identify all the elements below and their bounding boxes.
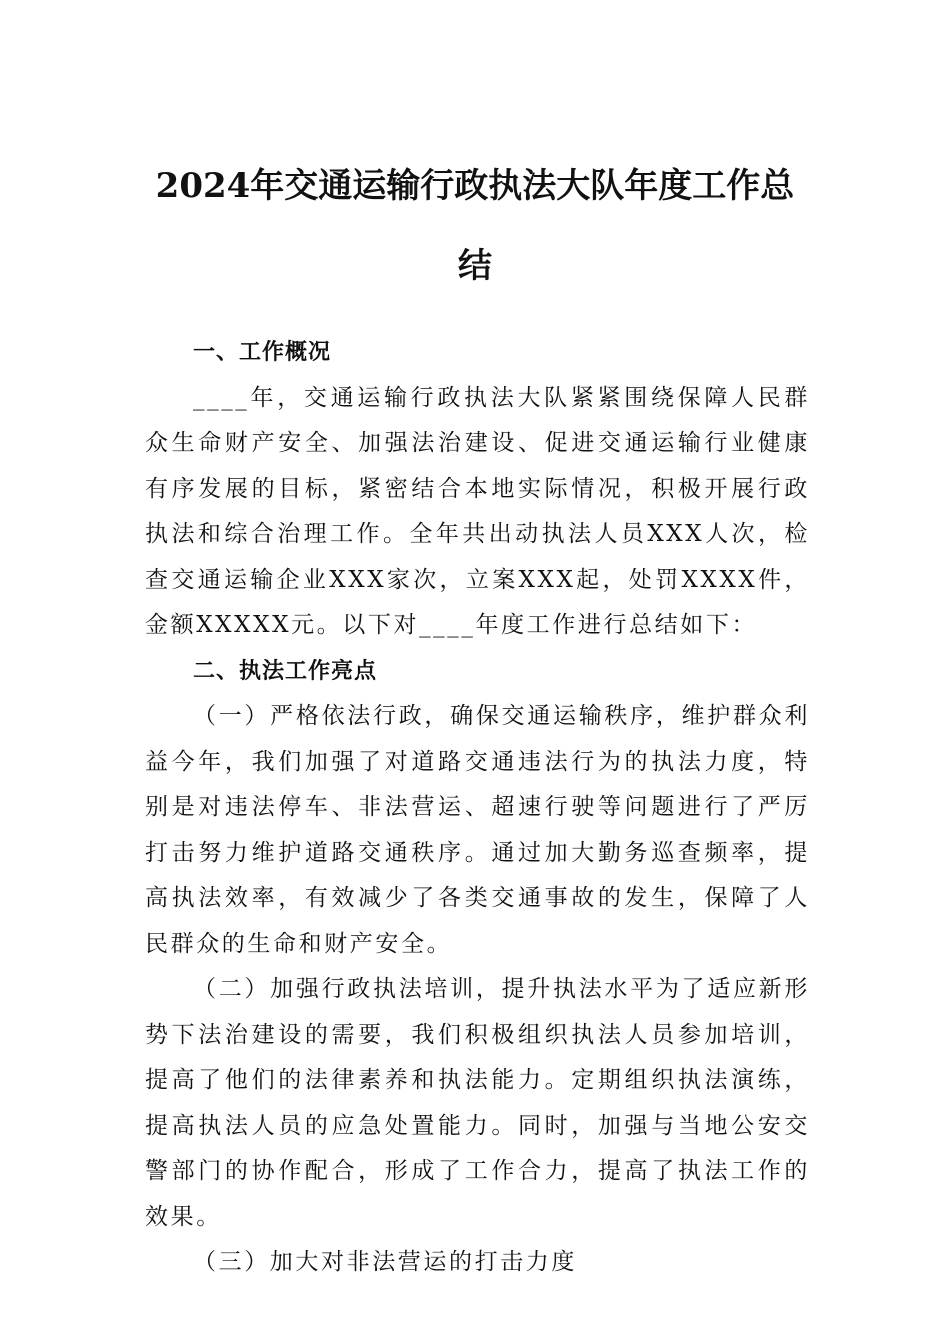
- section-heading-overview: 一、工作概况: [193, 340, 332, 365]
- document-body: [145, 330, 810, 1286]
- highlight-item-1-paragraph: （一）严格依法行政，确保交通运输秩序，维护群众利益今年，我们加强了对道路交通违法行为的执法力度，特别是对违法停车、非法营运、超速行驶等问题进行了严厉打击努力维护道路交通秩序。通过加大勤务巡查频率，提高执法效率，有效减少了各类交通事故的发生，保障了人民群众的生命和财产安全。: [145, 703, 810, 957]
- title-line-1: 2024年交通运输行政执法大队年度工作总: [155, 166, 795, 206]
- overview-paragraph: ____年，交通运输行政执法大队紧紧围绕保障人民群众生命财产安全、加强法治建设、促进交通运输行业健康有序发展的目标，紧密结合本地实际情况，积极开展行政执法和综合治理工作。全年共出动执法人员XXX人次，检查交通运输企业XXX家次，立案XXX起，处罚XXXX件，金额XXXXX元。以下对____年度工作进行总结如下：: [145, 384, 810, 638]
- document-title: [130, 146, 820, 306]
- highlight-item-2-paragraph: （二）加强行政执法培训，提升执法水平为了适应新形势下法治建设的需要，我们积极组织执法人员参加培训，提高了他们的法律素养和执法能力。定期组织执法演练，提高执法人员的应急处置能力。同时，加强与当地公安交警部门的协作配合，形成了工作合力，提高了执法工作的效果。: [145, 976, 810, 1230]
- highlight-item-3-heading: （三）加大对非法营运的打击力度: [193, 1249, 577, 1275]
- title-line-2: 结: [458, 246, 492, 286]
- section-heading-highlights: 二、执法工作亮点: [193, 658, 378, 684]
